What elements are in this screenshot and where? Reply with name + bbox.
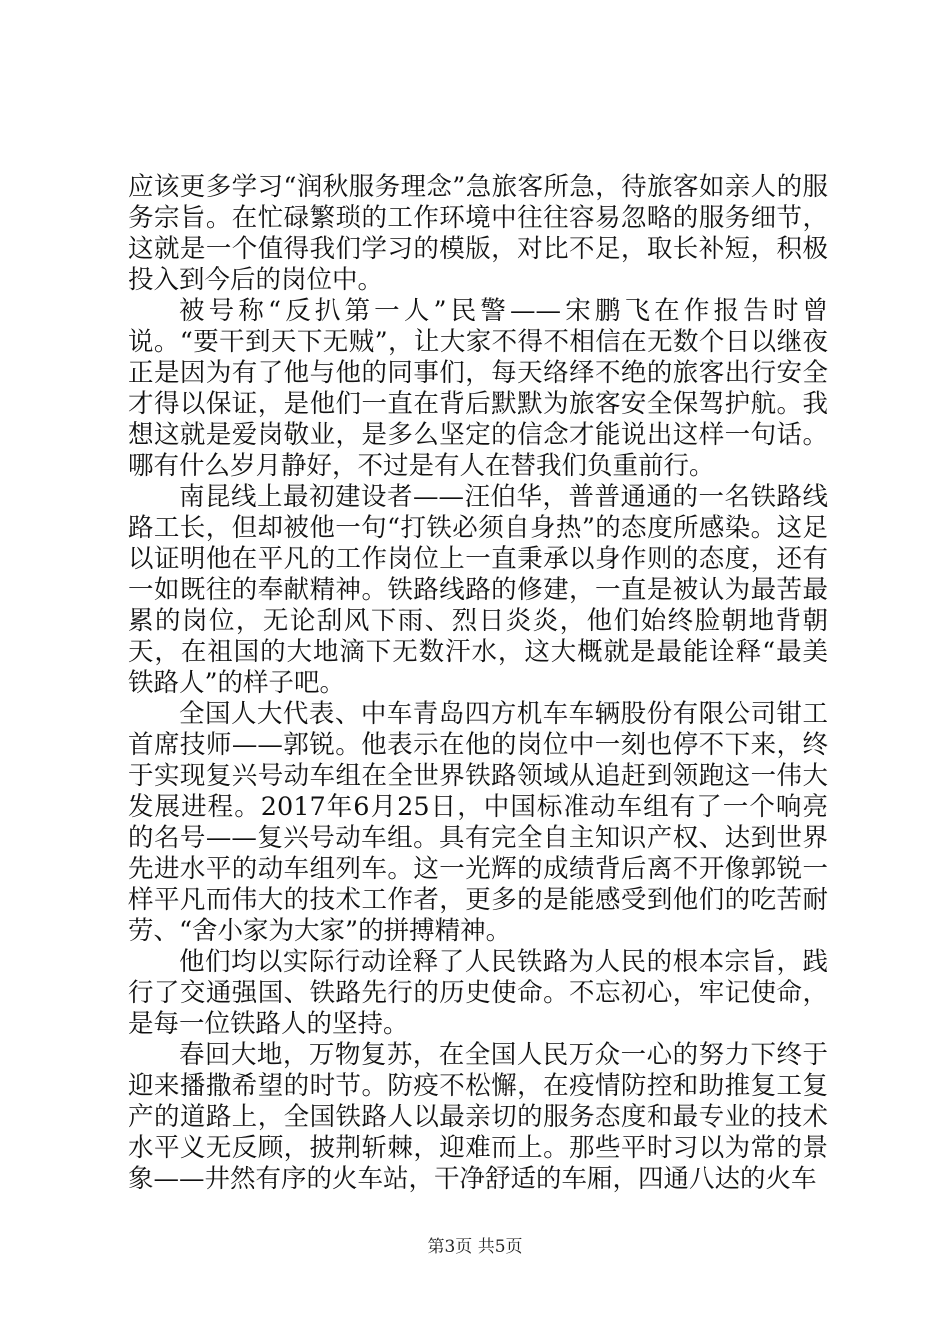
document-body	[128, 172, 828, 1195]
paragraph-6: 春回大地，万物复苏，在全国人民万众一心的努力下终于迎来播撒希望的时节。防疫不松懈，在疫情防控和助推复工复产的道路上，全国铁路人以最亲切的服务态度和最专业的技术水平义无反顾，披荆斩棘，迎难而上。那些平时习以为常的景象——井然有序的火车站，干净舒适的车厢，四通八达的火车	[128, 1040, 828, 1194]
paragraph-4: 全国人大代表、中车青岛四方机车车辆股份有限公司钳工首席技师——郭锐。他表示在他的岗位中一刻也停不下来，终于实现复兴号动车组在全世界铁路领域从追赶到领跑这一伟大发展进程。2017年6月25日，中国标准动车组有了一个响亮的名号——复兴号动车组。具有完全自主知识产权、达到世界先进水平的动车组列车。这一光辉的成绩背后离不开像郭锐一样平凡而伟大的技术工作者，更多的是能感受到他们的吃苦耐劳、“舍小家为大家”的拼搏精神。	[128, 699, 828, 946]
paragraph-5: 他们均以实际行动诠释了人民铁路为人民的根本宗旨，践行了交通强国、铁路先行的历史使命。不忘初心，牢记使命，是每一位铁路人的坚持。	[128, 947, 828, 1039]
paragraph-2: 被号称“反扒第一人”民警——宋鹏飞在作报告时曾说。“要干到天下无贼”，让大家不得不相信在无数个日以继夜正是因为有了他与他的同事们，每天络绎不绝的旅客出行安全才得以保证，是他们一直在背后默默为旅客安全保驾护航。我想这就是爱岗敬业，是多么坚定的信念才能说出这样一句话。哪有什么岁月静好，不过是有人在替我们负重前行。	[128, 296, 828, 481]
paragraph-3: 南昆线上最初建设者——汪伯华，普普通通的一名铁路线路工长，但却被他一句“打铁必须自身热”的态度所感染。这足以证明他在平凡的工作岗位上一直秉承以身作则的态度，还有一如既往的奉献精神。铁路线路的修建，一直是被认为最苦最累的岗位，无论刮风下雨、烈日炎炎，他们始终脸朝地背朝天，在祖国的大地滴下无数汗水，这大概就是最能诠释“最美铁路人”的样子吧。	[128, 482, 828, 698]
paragraph-1: 应该更多学习“润秋服务理念”急旅客所急，待旅客如亲人的服务宗旨。在忙碌繁琐的工作环境中往往容易忽略的服务细节，这就是一个值得我们学习的模版，对比不足，取长补短，积极投入到今后的岗位中。	[128, 172, 828, 295]
page-number-footer: 第3页 共5页	[427, 1237, 523, 1257]
